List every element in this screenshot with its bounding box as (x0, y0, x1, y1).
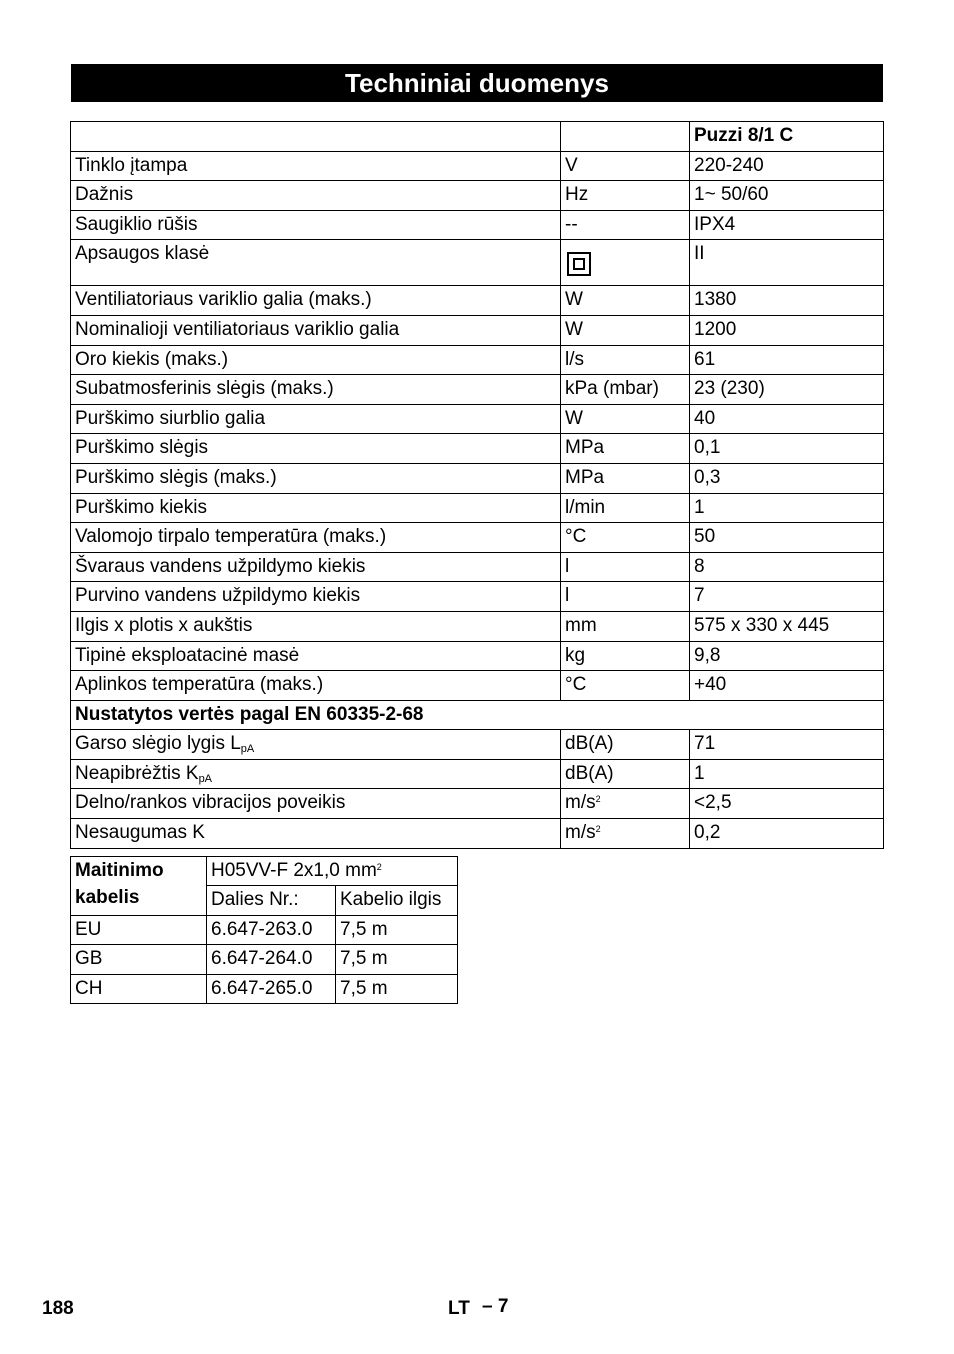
column-header-part: Dalies Nr.: (207, 886, 336, 915)
table-row: Purškimo slėgis MPa 0,1 (71, 434, 884, 464)
page-title: Techniniai duomenys (71, 64, 883, 102)
table-row: Nominalioji ventiliatoriaus variklio galia W 1200 (71, 315, 884, 345)
table-row: CH 6.647-265.0 7,5 m (71, 974, 458, 1003)
column-header-length: Kabelio ilgis (336, 886, 458, 915)
power-cable-table (70, 856, 458, 1004)
table-row: Nesaugumas K $m/s^2$ 0,2 (71, 819, 884, 849)
table-row: Tipinė eksploatacinė masė kg 9,8 (71, 641, 884, 671)
table-row: Valomojo tirpalo temperatūra (maks.) °C 50 (71, 523, 884, 553)
table-row: Oro kiekis (maks.) l/s 61 (71, 345, 884, 375)
table-header-row (71, 122, 884, 152)
table-row: Purškimo siurblio galia W 40 (71, 404, 884, 434)
table-row: GB 6.647-264.0 7,5 m (71, 945, 458, 974)
table-row: EU 6.647-263.0 7,5 m (71, 915, 458, 944)
table-row: Apsaugos klasė II (71, 240, 884, 286)
table-row: Purvino vandens užpildymo kiekis l 7 (71, 582, 884, 612)
section-heading: Nustatytos vertės pagal EN 60335-2-68 (71, 700, 884, 730)
table-row: Ilgis x plotis x aukštis mm 575 x 330 x 445 (71, 611, 884, 641)
cable-heading: Maitinimo kabelis (71, 857, 207, 916)
table-row: Saugiklio rūšis -- IPX4 (71, 210, 884, 240)
table-row: Neapibrėžtis $K_{pA}$ dB(A) 1 (71, 759, 884, 789)
table-row: Švaraus vandens užpildymo kiekis l 8 (71, 552, 884, 582)
protection-class-ii-icon (567, 252, 591, 276)
cable-type: H05VV-F 2x1,0 mm (211, 860, 377, 881)
table-row: Aplinkos temperatūra (maks.) °C +40 (71, 671, 884, 701)
table-row: Purškimo kiekis l/min 1 (71, 493, 884, 523)
table-row: Garso slėgio lygis $L_{pA}$ dB(A) 71 (71, 730, 884, 760)
table-row: Tinklo įtampa V 220-240 (71, 151, 884, 181)
model-name: Puzzi 8/1 C (690, 122, 884, 152)
table-row: Ventiliatoriaus variklio galia (maks.) W 1380 (71, 286, 884, 316)
table-row: Purškimo slėgis (maks.) MPa 0,3 (71, 463, 884, 493)
section-number: – 7 (482, 1296, 509, 1317)
page-number: 188 (42, 1298, 74, 1319)
section-heading-row (71, 700, 884, 730)
technical-data-table (70, 121, 884, 849)
table-row: Maitinimo kabelis H05VV-F 2x1,0 $mm^2$ (71, 857, 458, 886)
table-row: Subatmosferinis slėgis (maks.) kPa (mbar) 23 (230) (71, 375, 884, 405)
language-code: LT (448, 1298, 470, 1319)
table-row: Dažnis Hz 1~ 50/60 (71, 181, 884, 211)
table-row: Delno/rankos vibracijos poveikis $m/s^2$ <2,5 (71, 789, 884, 819)
